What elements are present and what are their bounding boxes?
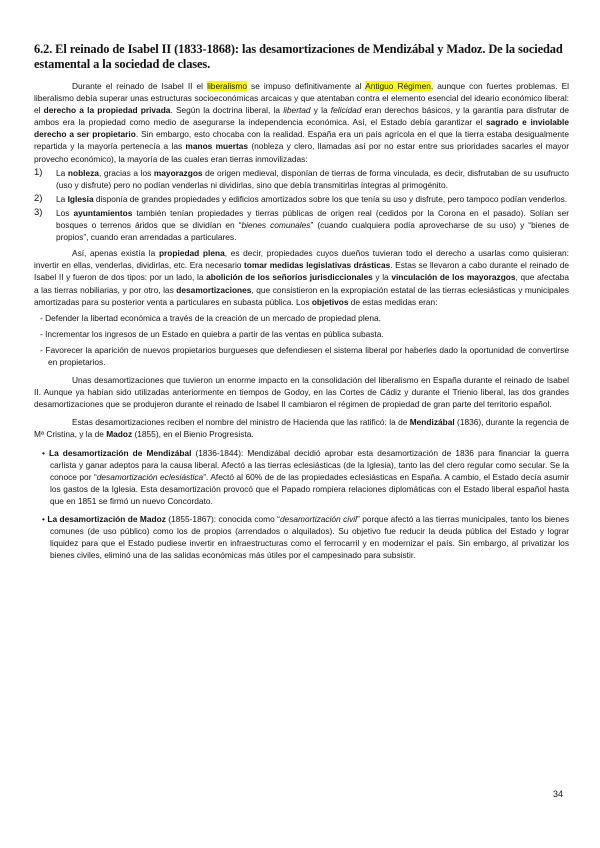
list-item [34,193,569,205]
text: de estas medidas eran: [348,296,438,307]
text: eran derechos básicos, y la garantía para disfrutar de ambos era la propiedad como medio de asegurarse la independencia económica. Así, el Estado debía garantizar el [34,105,570,128]
text: , que afectaba a las tierras nobiliarias, y por otro, las [34,272,570,295]
list-text [56,193,569,205]
bold-text: Madoz [106,429,133,440]
objective-item: - Defender la libertad económica a través de la creación de un mercado de propiedad plena. [40,312,381,323]
text: (nobleza y clero, llamadas así por no estar entre sus prioridades sacarles el mayor provecho económico), la mayoría de las cuales eran tierras inmovilizadas: [34,141,569,164]
text: . Estas se llevaron a cabo durante el reinado de Isabel II y fueron de dos tipos: por un lado, la [34,260,570,283]
italic-text: desamortización eclesiástica [96,471,204,482]
objective-item: - Favorecer la aparición de nuevos propietarios burgueses que defendiesen el sistema liberal por haberles dado la oportunidad de convertirse en propietarios. [40,344,569,367]
text: (1836), durante la regencia de Mª Cristina, y la de [34,417,570,440]
text: La [56,167,68,178]
text: Los [56,207,74,218]
highlight-liberalismo: liberalismo [207,81,247,91]
text: (1855), en el Bienio Progresista. [132,429,254,440]
bold-text: tomar medidas legislativas drásticas [244,260,391,271]
bold-text: manos muertas [185,141,249,152]
list-number: 2) [34,192,43,204]
text: , es decir, propiedades cuyos dueños tuvieran todo el derecho a usarlas como quisieran: invertir en ellas, venderlas, dividirlas, etc. Era necesario [34,248,569,271]
objective-item: - Incrementar los ingresos de un Estado en quiebra a partir de las ventas en pública subasta. [40,328,384,339]
bullet-mendizabal [34,447,569,507]
bold-text: objetivos [311,296,349,307]
bullet-icon: • [42,514,45,524]
text: (1836-1844): Mendizábal decidió aprobar esta desamortización de 1836 para financiar la guerra carlista y ganar adeptos para la causa liberal. Afectó a las tierras eclesiásticas (de la Iglesia), tanto las del clero regular como secular. Se la conoce por “ [50,447,569,482]
text: Así, apenas existía la [72,248,159,259]
list-number: 1) [34,166,43,178]
bullet-icon: • [42,447,45,458]
highlight-antiguo-regimen: Antiguo Régimen [365,81,431,91]
intro-paragraph [34,80,569,165]
impact-paragraph: Unas desamortizaciones que tuvieron un enorme impacto en la consolidación del liberalismo en España durante el reinado de Isabel II. Aunque ya habían sido utilizadas anteriormente en tiempos de Godoy, en las Cortes de Cádiz y durante el Trienio liberal, las dos grandes desamortizaciones que se produjeron durante el reinado de Isabel II cambiaron el régimen de propiedad de gran parte del territorio español. [34,375,569,410]
text: , aunque con fuertes problemas. El liberalismo debía superar unas estructuras socioeconómicas arcaicas y que atentaban contra el elemento esencial del ideario económico liberal: el [34,81,569,116]
document-body [34,80,569,561]
text: Estas desamortizaciones reciben el nombre del ministro de Hacienda que las ratificó: la de [72,417,410,428]
text: y la [310,105,331,116]
text: y la [372,272,392,283]
ministers-paragraph [34,416,569,440]
bold-text: La desamortización de Mendizábal [48,447,192,458]
text: de origen medieval, disponían de tierras de forma vinculada, es decir, disfrutaban de su usufructo (uso y disfrute) pero no podían venderlas ni dividirlas, sino que debía transmitirlas íntegras al primogénito. [56,167,569,190]
list-text [56,167,569,191]
bold-text: vinculación de los mayorazgos [391,272,516,283]
text: (1855-1867): conocida como “ [165,514,280,524]
text: Durante el reinado de Isabel II el [72,81,208,91]
bold-text: La desamortización de Madoz [47,514,166,524]
text: se impuso definitivamente al [246,81,366,91]
bold-text: mayorazgos [153,167,203,178]
list-item [34,207,569,243]
bold-text: propiedad plena [158,248,225,259]
bold-text: abolición de los señoríos jurisdiccionales [206,272,373,283]
bold-text: ayuntamientos [73,207,133,218]
bullet-madoz [34,513,569,561]
bold-text: Iglesia [67,193,94,204]
italic-text: libertad [283,105,311,116]
italic-text: bienes comunales [241,220,311,231]
section-title: 6.2. El reinado de Isabel II (1833-1868): las desamortizaciones de Mendizábal y Madoz. De la sociedad estamental a la sociedad de clases. [34,42,563,71]
text: . Según la doctrina liberal, la [170,105,284,116]
text: ” porque afectó a las tierras municipales, tanto los bienes comunes (de uso público) como los de propios (arrendados o alquilados). Su objetivo fue reducir la deuda pública del Estado y lograr liquidez para que el Estado pudiese invertir en infraestructuras como el ferrocarril y en modernizar el país. Sin embargo, al privatizar los bienes civiles, eliminó una de las salidas económicas más útiles por el campesinado para subsistir. [50,514,569,561]
list-item [34,167,569,191]
text: ”. Afectó al 60% de de las propiedades eclesiásticas en España. A cambio, el Estado decía asumir los gastos de la Iglesia. Esta desamortización provocó que el Papado rompiera relaciones diplomáticas con el Estado liberal español hasta que en 1851 se firmó un nuevo Concordato. [50,471,569,506]
text: , que consistieron en la expropiación estatal de las tierras eclesiásticas y municipales amortizadas para su posterior venta a particulares en subasta pública. Los [34,284,569,307]
measures-paragraph [34,247,569,307]
bold-text: sagrado e inviolable derecho a ser propietario [34,117,569,140]
text: disponía de grandes propiedades y edificios amortizados sobre los que tenía su uso y disfrute, pero tampoco podían venderlos. [93,193,568,204]
text: La [56,193,68,204]
italic-text: felicidad [330,105,362,116]
page-number: 34 [553,789,564,799]
text: ” (cuando cualquiera podía aprovecharse de su uso) y “bienes de propios”, cuando eran arrendadas a particulares. [56,220,569,243]
list-text [56,207,569,243]
text: también tenían propiedades y tierras públicas de origen real (cedidos por la Corona en el pasado). Solían ser bosques o terrenos áridos que se dividían en “ [56,207,569,231]
text: , gracias a los [98,167,154,178]
italic-text: desamortización civil [279,514,358,524]
bold-text: Mendizábal [409,417,455,428]
bold-text: nobleza [67,167,99,178]
text: . Sin embargo, esto chocaba con la realidad. España era un país agrícola en el que la tierra estaba desigualmente repartida y la mayoría pertenecía a las [34,129,569,152]
bold-text: desamortizaciones [176,284,252,295]
bold-text: derecho a la propiedad privada [43,105,171,116]
list-number: 3) [34,206,43,218]
